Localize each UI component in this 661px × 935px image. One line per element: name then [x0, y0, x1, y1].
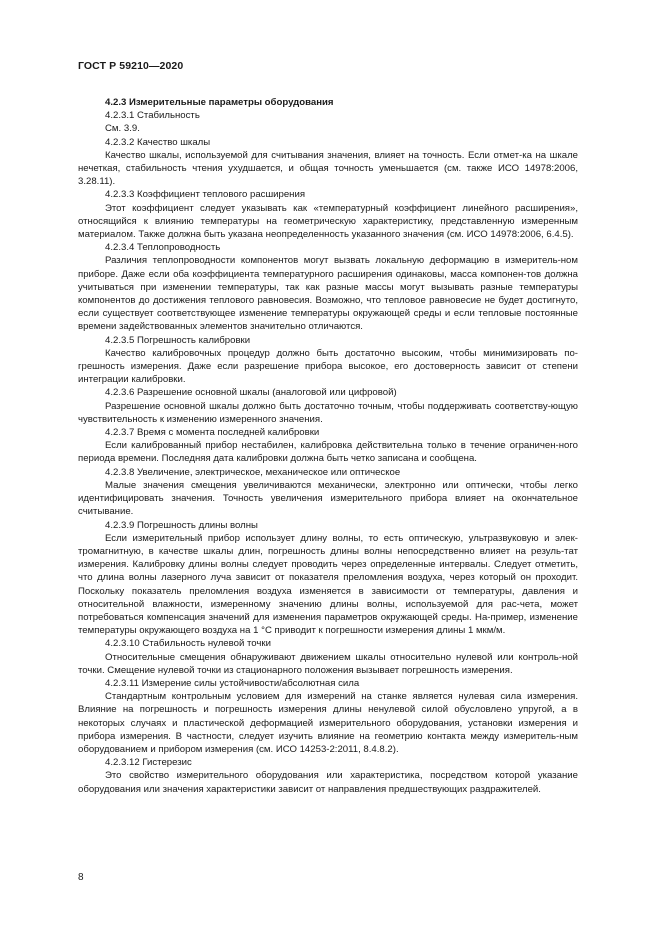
- subsection-heading: 4.2.3.1 Стабильность: [105, 110, 200, 122]
- paragraph: Качество шкалы, используемой для считывания значения, влияет на точность. Если отмет-ка на шкале нечеткая, стабильность чтения ухудшается, и общая точность уменьшается (см. также ИСО 14978:2006, 3.28.11).: [78, 149, 578, 188]
- subsection-heading: 4.2.3.8 Увеличение, электрическое, механическое или оптическое: [105, 466, 401, 478]
- paragraph: Если измерительный прибор использует длину волны, то есть оптическую, ультразвуковую и элек-тромагнитную, в качестве шкалы длин, погрешность длины волны непосредственно влияет на резуль-тат измерения. Калибровку длины волны следует проводить через определенные интервалы. Следует отметить, что длина волны лазерного луча зависит от показателя преломления воздуха, через который он проходит. Поскольку показатель преломления воздуха изменяется в зависимости от температуры, давления и относительной влажности, измеренному значению длины волны, используемой для рас-чета, может потребоваться компенсация значений для изменения параметров окружающей среды. На-пример, изменение температуры окружающего воздуха на 1 °С приводит к погрешности измерения длины 1 мкм/м.: [78, 532, 578, 637]
- subsection-heading: 4.2.3.12 Гистерезис: [105, 757, 192, 769]
- paragraph: Качество калибровочных процедур должно быть достаточно высоким, чтобы минимизировать по-грешность измерения. Даже если разрешение прибора высокое, его достоверность зависит от степени интеграции калибровки.: [78, 347, 578, 386]
- subsection-heading: 4.2.3.9 Погрешность длины волны: [105, 519, 258, 531]
- paragraph: Малые значения смещения увеличиваются механически, электронно или оптически, чтобы легко идентифицировать значения. Точность увеличения измерительного прибора влияет на окончательное считывание.: [78, 479, 578, 518]
- paragraph: Разрешение основной шкалы должно быть достаточно точным, чтобы поддерживать соответству-ющую чувствительность к изменению измеренного значения.: [78, 400, 578, 425]
- document-code: ГОСТ Р 59210—2020: [78, 60, 184, 72]
- subsection-heading: 4.2.3.5 Погрешность калибровки: [105, 334, 251, 346]
- paragraph: Стандартным контрольным условием для измерений на станке является нулевая сила измерения. Влияние на погрешность и погрешность измерения длины ненулевой силой обусловлено упругой, а в некоторых случаях и пластической деформацией измерительного оборудования, установки измерения и прибора измерения. В частности, следует изучить влияние на геометрию контакта между измеритель-ным оборудованием и прибором измерения (см. ИСО 14253-2:2011, 8.4.8.2).: [78, 691, 578, 755]
- page-number: 8: [78, 872, 84, 883]
- document-body: [78, 96, 578, 796]
- paragraph: Если калиброванный прибор нестабилен, калибровка действительна только в течение ограничен-ного периода времени. Последняя дата калибровки должна быть четко записана и сообщена.: [78, 440, 578, 465]
- reference-line: См. 3.9.: [105, 123, 140, 135]
- paragraph: Это свойство измерительного оборудования или характеристика, посредством которой указание оборудования или значения характеристики зависит от направления предшествующих раздражителей.: [78, 770, 578, 795]
- subsection-heading: 4.2.3.7 Время с момента последней калибровки: [105, 427, 320, 439]
- subsection-heading: 4.2.3.3 Коэффициент теплового расширения: [105, 189, 306, 201]
- subsection-heading: 4.2.3.6 Разрешение основной шкалы (аналоговой или цифровой): [105, 387, 397, 399]
- subsection-heading: 4.2.3.2 Качество шкалы: [105, 136, 211, 148]
- subsection-heading: 4.2.3.11 Измерение силы устойчивости/абсолютная сила: [105, 677, 360, 689]
- paragraph: Различия теплопроводности компонентов могут вызвать локальную деформацию в измеритель-ном приборе. Даже если оба коэффициента температурного расширения одинаковы, масса компонен-тов должна учитываться при изменении температуры, так как разные массы могут вызывать разные температуры компонентов до достижения теплового равновесия. Возможно, что тепловое равновесие не будет достигнуто, если существует соответствующее изменение температуры окружающей среды и если тепловые постоянные времени задействованных элементов значительно отличаются.: [78, 255, 578, 333]
- subsection-heading: 4.2.3.4 Теплопроводность: [105, 242, 221, 254]
- subsection-heading: 4.2.3.10 Стабильность нулевой точки: [105, 638, 271, 650]
- section-heading: 4.2.3 Измерительные параметры оборудования: [105, 97, 334, 108]
- paragraph: Относительные смещения обнаруживают движением шкалы относительно нулевой или контроль-ной точки. Смещение нулевой точки из стационарного положения вызывает погрешность измерения.: [78, 651, 578, 676]
- paragraph: Этот коэффициент следует указывать как «температурный коэффициент линейного расширения», относящийся к влиянию температуры на геометрическую характеристику, представленную измеренным материалом. Также должна быть указана неопределенность указанного значения (см. ИСО 14978:2006, 6.4.5).: [78, 202, 578, 241]
